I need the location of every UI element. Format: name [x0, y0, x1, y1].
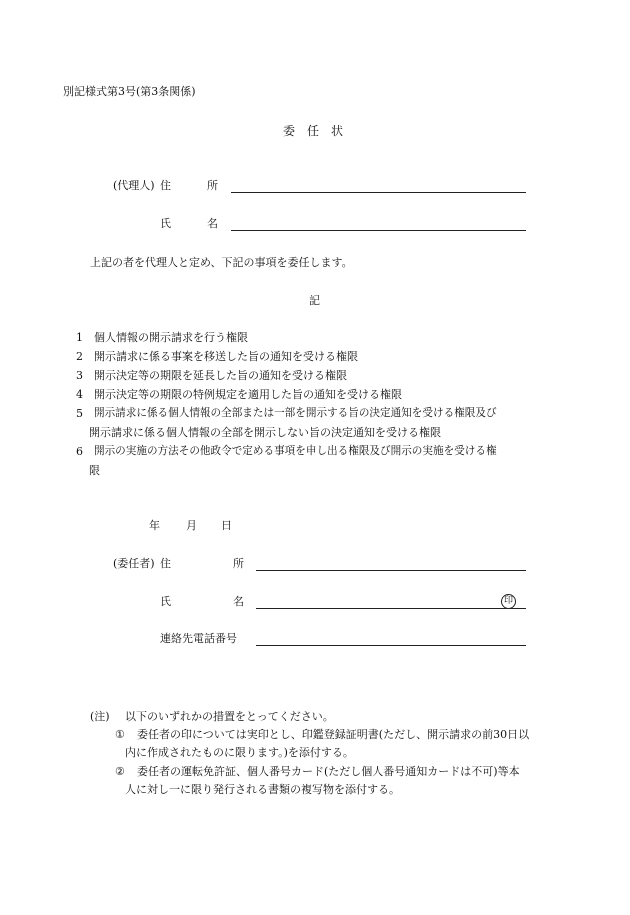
agent-address-label-2: 所	[207, 179, 218, 192]
item-number: 4	[76, 388, 83, 401]
principal-name-field[interactable]	[256, 608, 526, 609]
note-text-continued: 内に作成されたものに限ります。)を添付する。	[125, 746, 354, 759]
agent-address-field[interactable]	[231, 192, 526, 193]
note-heading: (注)	[90, 710, 110, 723]
item-text: 開示の実施の方法その他政令で定める事項を申し出る権限及び開示の実施を受ける権	[94, 445, 497, 457]
principal-name-label-2: 名	[233, 595, 244, 608]
note-text: 委任者の印については実印とし、印鑑登録証明書(ただし、開示請求の前30日以	[137, 728, 530, 741]
item-number: 1	[76, 331, 83, 344]
document-title: 委 任 状	[283, 124, 344, 138]
form-number: 別記様式第3号(第3条関係)	[63, 85, 196, 98]
agent-name-label: 氏	[160, 217, 171, 230]
agent-name-label-2: 名	[207, 217, 218, 230]
principal-name-label: 氏	[160, 595, 171, 608]
item-number: 2	[76, 350, 83, 363]
note-intro: 以下のいずれかの措置をとってください。	[125, 710, 334, 723]
note-marker: ①	[115, 728, 125, 741]
item-number: 5	[76, 407, 83, 420]
item-text: 開示決定等の期限の特例規定を適用した旨の通知を受ける権限	[94, 388, 402, 401]
note-marker: ②	[115, 765, 125, 778]
principal-address-label-2: 所	[233, 557, 244, 570]
item-number: 3	[76, 369, 83, 382]
note-text: 委任者の運転免許証、個人番号カード(ただし個人番号通知カードは不可)等本	[137, 765, 520, 778]
principal-label: (委任者)	[113, 557, 155, 570]
item-text-continued: 開示請求に係る個人情報の全部を開示しない旨の決定通知を受ける権限	[89, 426, 441, 439]
principal-phone-field[interactable]	[256, 645, 526, 646]
principal-address-field[interactable]	[256, 570, 526, 571]
principal-address-label: 住	[160, 557, 171, 570]
delegation-statement: 上記の者を代理人と定め、下記の事項を委任します。	[90, 256, 353, 269]
date-month-label: 月	[186, 519, 197, 532]
date-year-label: 年	[149, 519, 160, 532]
agent-label: (代理人)	[113, 179, 155, 192]
ki-heading: 記	[309, 294, 320, 307]
note-text-continued: 人に対し一に限り発行される書類の複写物を添付する。	[125, 783, 400, 796]
item-text-continued: 限	[89, 464, 100, 477]
item-text: 開示請求に係る事案を移送した旨の通知を受ける権限	[94, 350, 358, 363]
agent-address-label: 住	[160, 179, 171, 192]
date-day-label: 日	[221, 519, 232, 532]
item-number: 6	[76, 445, 83, 458]
principal-phone-label: 連絡先電話番号	[160, 632, 237, 645]
item-text: 開示決定等の期限を延長した旨の通知を受ける権限	[94, 369, 347, 382]
seal-mark: 印	[501, 594, 516, 609]
item-text: 開示請求に係る個人情報の全部または一部を開示する旨の決定通知を受ける権限及び	[94, 407, 497, 419]
agent-name-field[interactable]	[231, 230, 526, 231]
item-text: 個人情報の開示請求を行う権限	[94, 331, 248, 344]
